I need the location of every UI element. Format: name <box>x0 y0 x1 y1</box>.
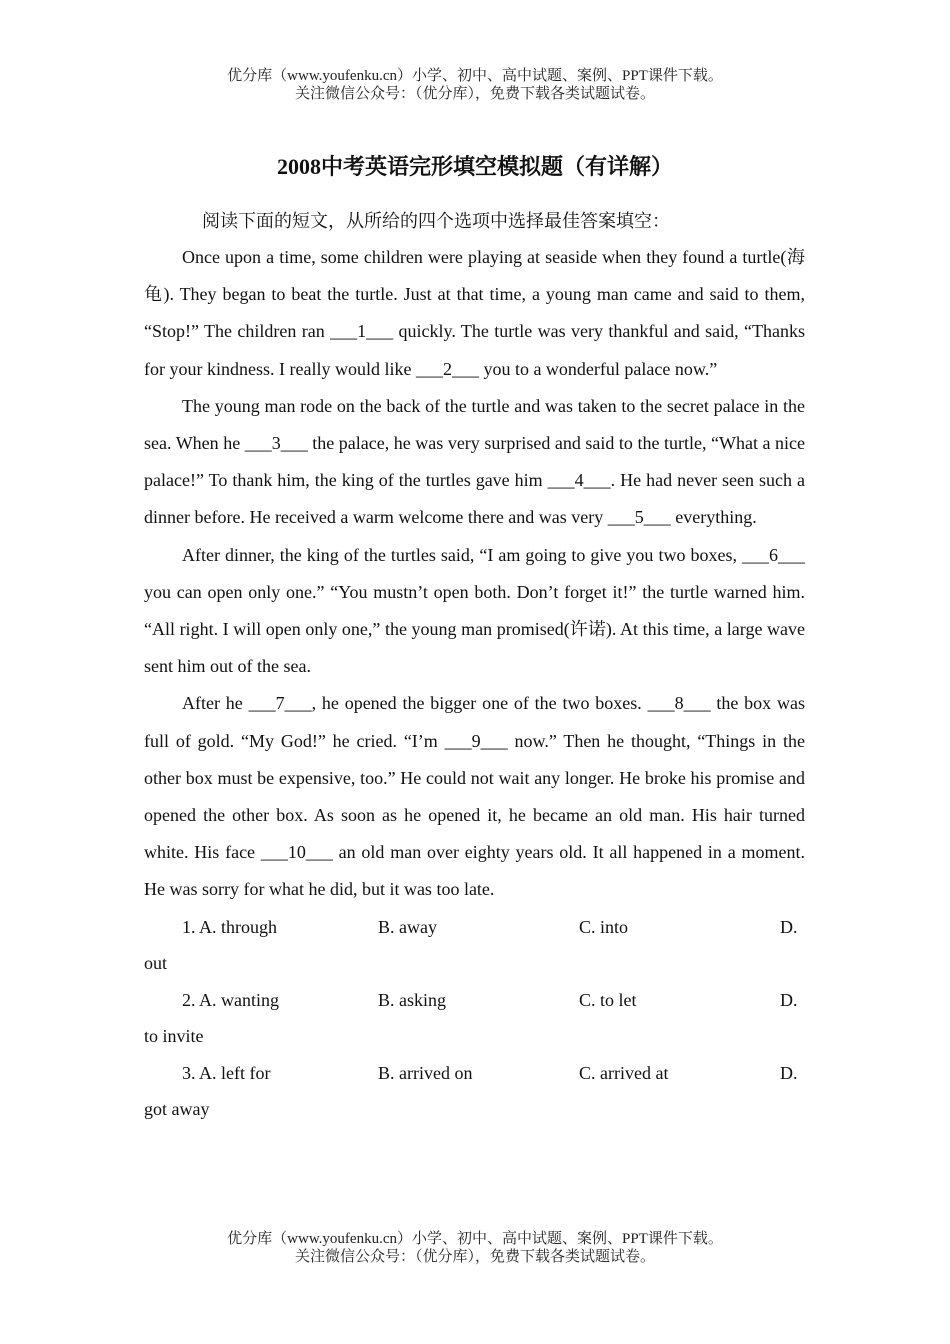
question-3-option-c: C. arrived at <box>579 1062 669 1083</box>
question-1-option-c: C. into <box>579 916 629 937</box>
question-2-option-d-label: D. <box>780 989 798 1010</box>
footer-line-1: 优分库（www.youfenku.cn）小学、初中、高中试题、案例、PPT课件下载。 <box>227 1231 723 1247</box>
question-3-option-d-label: D. <box>780 1062 798 1083</box>
question-2-option-d-text: to invite <box>144 1025 204 1046</box>
header-line-2: 关注微信公众号：（优分库），免费下载各类试题试卷。 <box>294 86 655 102</box>
paragraph-2: The young man rode on the back of the turtle and was taken to the secret palace in the sea. When he ___3___ the palace, he was very surprised and said to the turtle, “What a nice palace!” To thank him, the king of the turtles gave him ___4___. He had never seen such a dinner before. He received a warm welcome there and was very ___5___ everything. <box>144 395 805 528</box>
footer-line-2: 关注微信公众号：（优分库），免费下载各类试题试卷。 <box>294 1249 655 1265</box>
paragraph-1: Once upon a time, some children were playing at seaside when they found a turtle(海龟). They began to beat the turtle. Just at that time, a young man came and said to them, “Stop!” The children ran ___1___ quickly. The turtle was very thankful and said, “Thanks for your kindness. I really would like ___2___ you to a wonderful palace now.” <box>144 247 805 379</box>
question-3-option-d-text: got away <box>144 1098 210 1119</box>
question-2-option-b: B. asking <box>378 989 447 1010</box>
paragraph-4: After he ___7___, he opened the bigger one of the two boxes. ___8___ the box was full of gold. “My God!” he cried. “I’m ___9___ now.” Then he thought, “Things in the other box must be expensive, too.” He could not wait any longer. He broke his promise and opened the other box. As soon as he opened it, he became an old man. His hair turned white. His face ___10___ an old man over eighty years old. It all happened in a moment. He was sorry for what he did, but it was too late. <box>144 693 805 900</box>
question-1-option-b: B. away <box>378 916 437 937</box>
question-3 <box>144 1055 805 1128</box>
document-body <box>144 203 805 1128</box>
question-2 <box>144 982 805 1055</box>
question-2-option-c: C. to let <box>579 989 637 1010</box>
question-1-option-d-label: D. <box>780 916 798 937</box>
question-1 <box>144 909 805 982</box>
question-2-option-a: 2. A. wanting <box>182 989 279 1010</box>
instruction: 阅读下面的短文，从所给的四个选项中选择最佳答案填空： <box>202 211 670 231</box>
paragraph-3: After dinner, the king of the turtles said, “I am going to give you two boxes, ___6___ you can open only one.” “You mustn’t open both. Don’t forget it!” the turtle warned him. “All right. I will open only one,” the young man promised(许诺). At this time, a large wave sent him out of the sea. <box>144 544 805 677</box>
question-1-option-d-text: out <box>144 952 168 973</box>
question-3-option-b: B. arrived on <box>378 1062 473 1083</box>
page-title: 2008中考英语完形填空模拟题（有详解） <box>276 154 673 179</box>
page-header <box>0 67 950 103</box>
page-footer <box>0 1230 950 1266</box>
question-1-option-a: 1. A. through <box>182 916 278 937</box>
header-line-1: 优分库（www.youfenku.cn）小学、初中、高中试题、案例、PPT课件下载。 <box>227 68 723 84</box>
question-3-option-a: 3. A. left for <box>182 1062 271 1083</box>
